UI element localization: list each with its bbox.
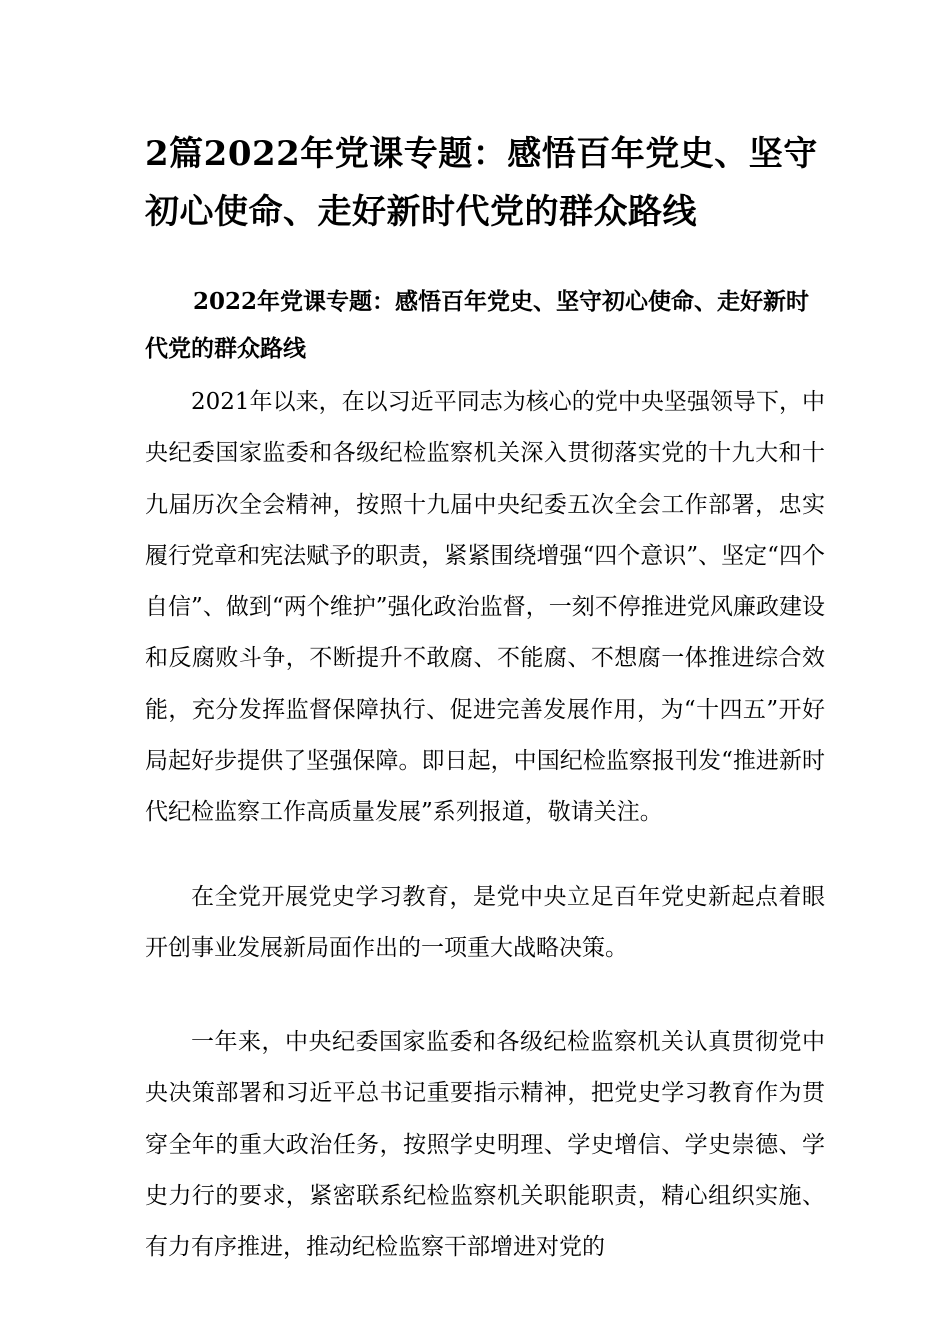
document-title: 2篇2022年党课专题：感悟百年党史、坚守初心使命、走好新时代党的群众路线 xyxy=(145,134,818,232)
body-paragraph: 一年来，中央纪委国家监委和各级纪检监察机关认真贯彻党中央决策部署和习近平总书记重要指示精神，把党史学习教育作为贯穿全年的重大政治任务，按照学史明理、学史增信、学史崇德、学史力行的要求，紧密联系纪检监察机关职能职责，精心组织实施、有力有序推进，推动纪检监察干部增进对党的 xyxy=(145,1029,825,1261)
body-paragraph: 2021年以来，在以习近平同志为核心的党中央坚强领导下，中央纪委国家监委和各级纪检监察机关深入贯彻落实党的十九大和十九届历次全会精神，按照十九届中央纪委五次全会工作部署，忠实履行党章和宪法赋予的职责，紧紧围绕增强“四个意识”、坚定“四个自信”、做到“两个维护”强化政治监督，一刻不停推进党风廉政建设和反腐败斗争，不断提升不敢腐、不能腐、不想腐一体推进综合效能，充分发挥监督保障执行、促进完善发展作用，为“十四五”开好局起好步提供了坚强保障。即日起，中国纪检监察报刊发“推进新时代纪检监察工作高质量发展”系列报道，敬请关注。 xyxy=(145,389,825,826)
document-subtitle: 2022年党课专题：感悟百年党史、坚守初心使命、走好新时代党的群众路线 xyxy=(145,288,810,362)
body-paragraph: 在全党开展党史学习教育，是党中央立足百年党史新起点着眼开创事业发展新局面作出的一项重大战略决策。 xyxy=(145,884,825,962)
